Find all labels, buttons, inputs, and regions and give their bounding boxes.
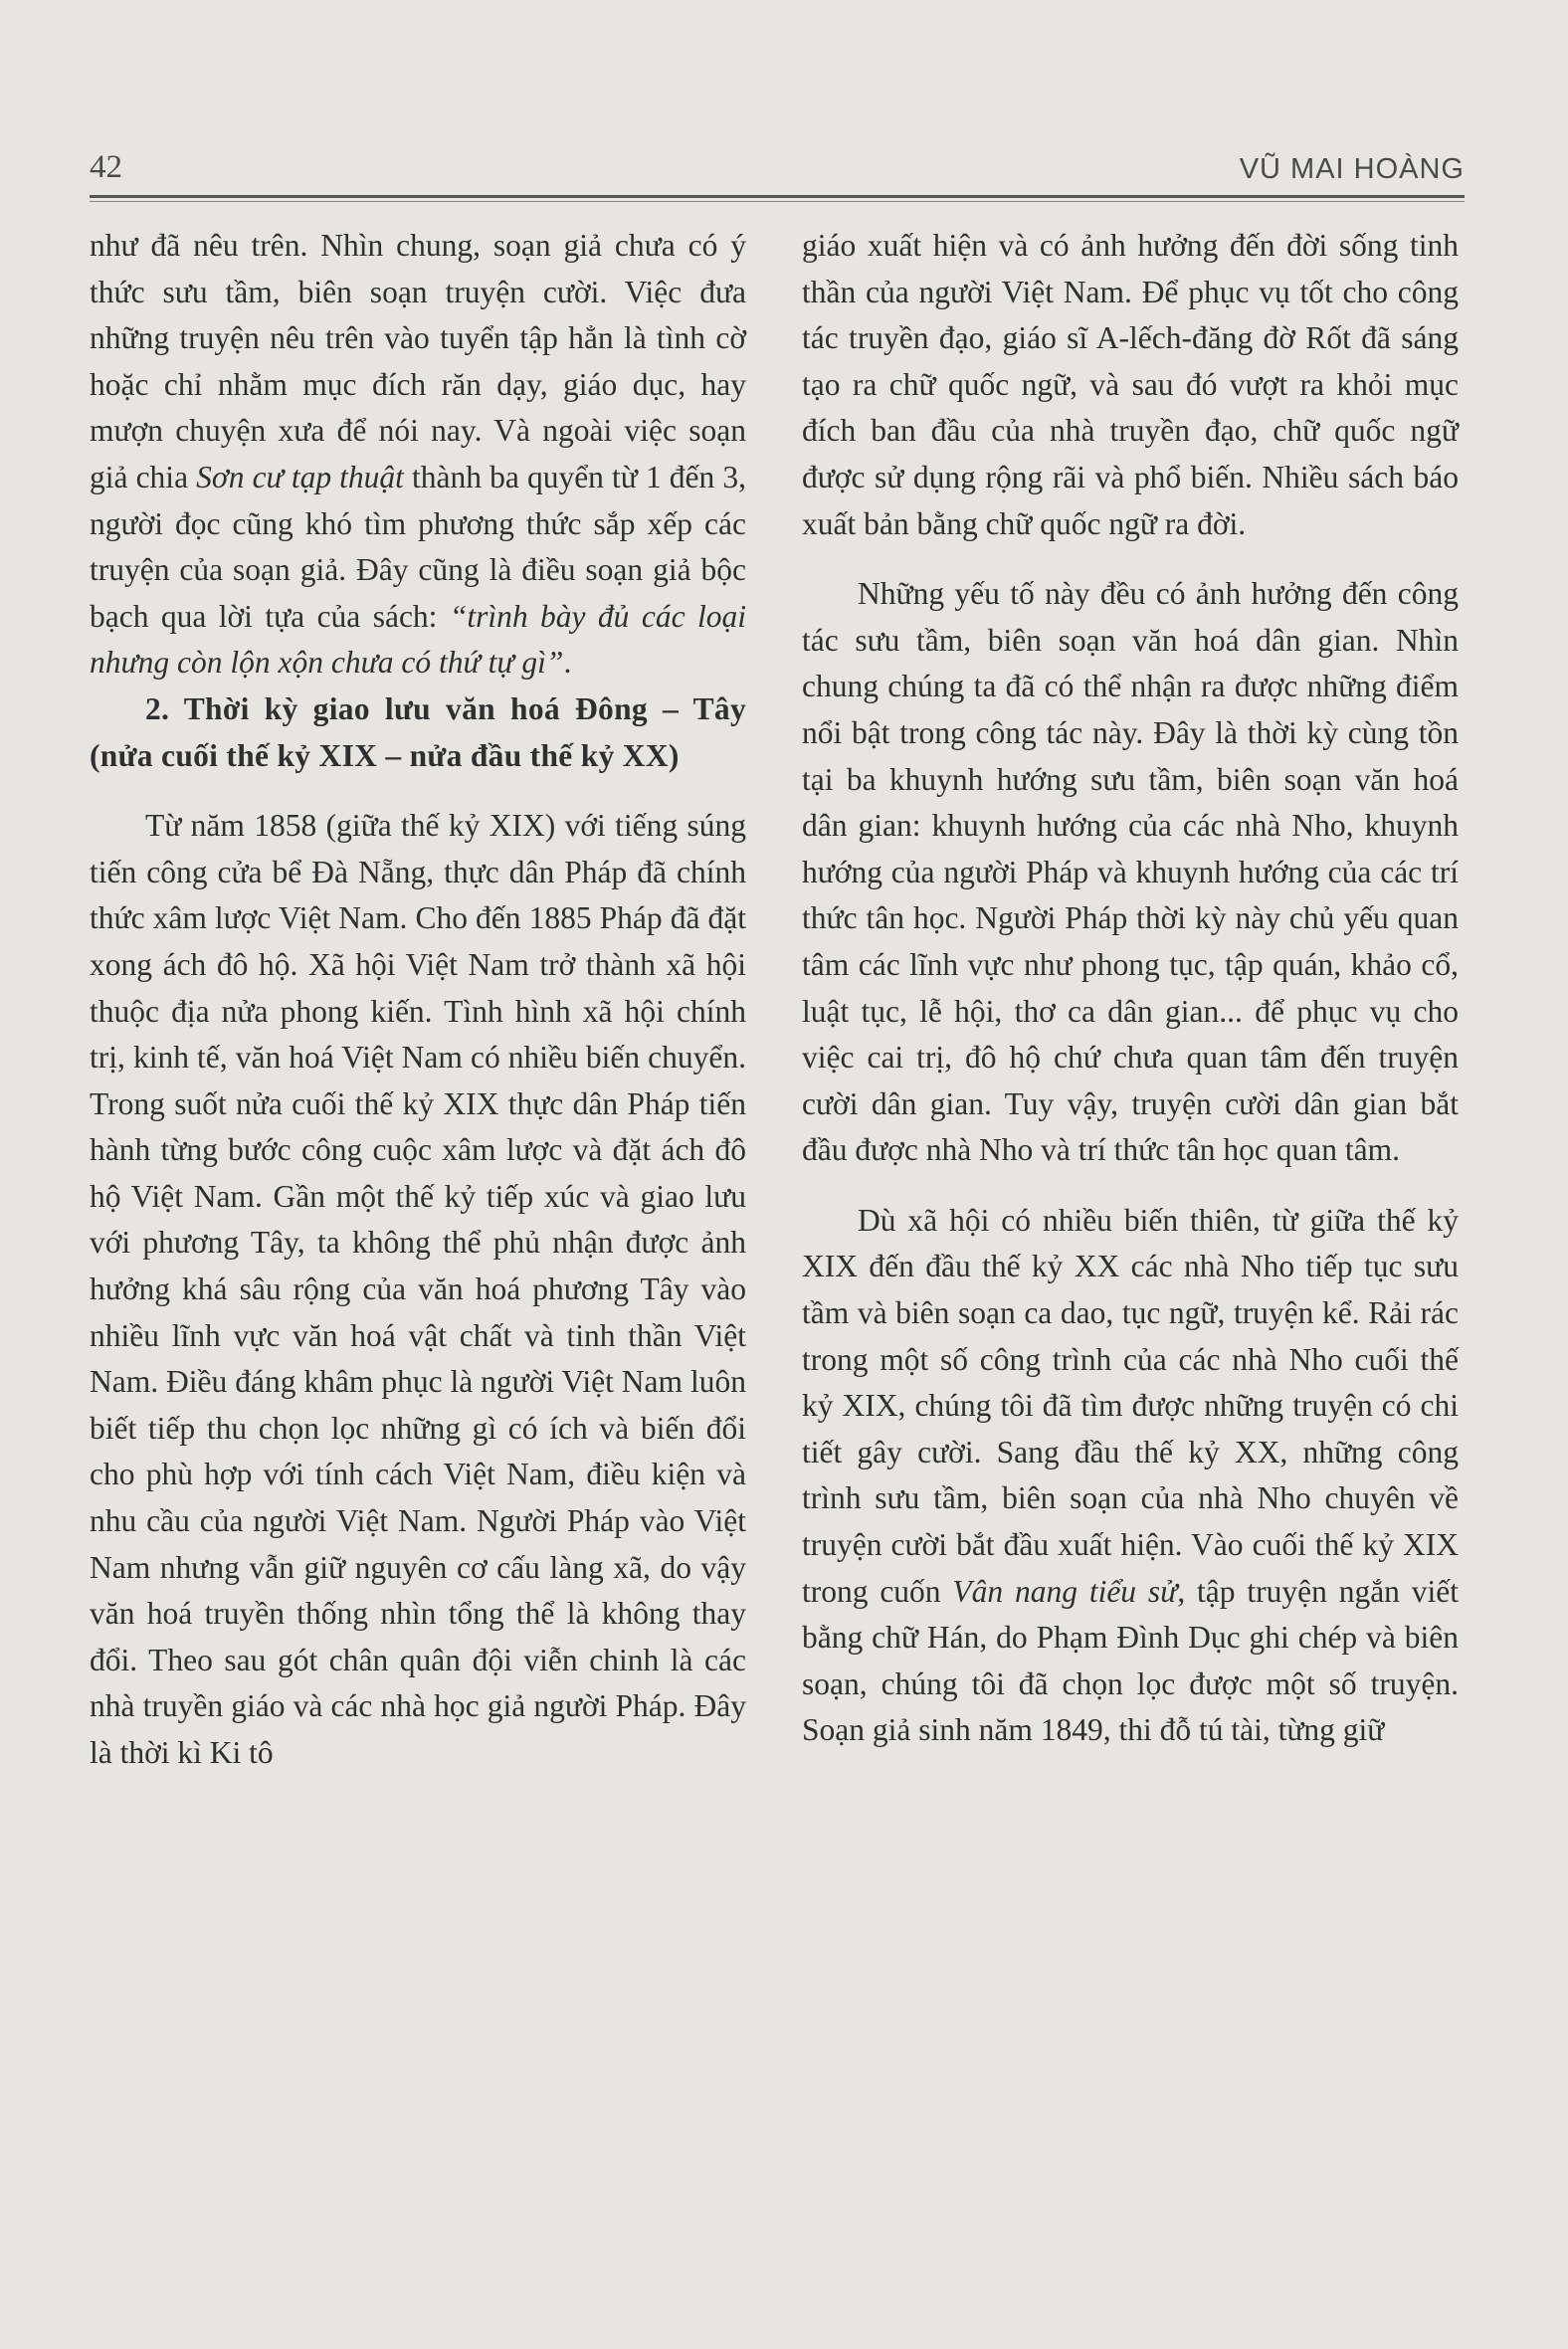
paragraph-text: Dù xã hội có nhiều biến thiên, từ giữa thế kỷ XIX đến đầu thế kỷ XX các nhà Nho tiếp tục sưu tầm và biên soạn ca dao, tục ngữ, truyện kể. Rải rác trong một số công trình của các nhà Nho cuối thế kỷ XIX, chúng tôi đã tìm được những truyện có chi tiết gây cười. Sang đầu thế kỷ XX, những công trình sưu tầm, biên soạn của nhà Nho chuyên về truyện cười bắt đầu xuất hiện. Vào cuối thế kỷ XIX trong cuốn bbox=[802, 1202, 1459, 1609]
paragraph-text: thành ba quyển từ 1 đến 3, người đọc cũng khó tìm phương thức sắp xếp các truyện của soạn giả. Đây cũng là điều soạn giả bộc bạch qua lời tựa của sách: bbox=[90, 459, 746, 634]
paragraph: Những yếu tố này đều có ảnh hưởng đến công tác sưu tầm, biên soạn văn hoá dân gian. Nhìn chung chúng ta đã có thể nhận ra được những điểm nổi bật trong công tác này. Đây là thời kỳ cùng tồn tại ba khuynh hướng sưu tầm, biên soạn văn hoá dân gian: khuynh hướng của các nhà Nho, khuynh hướng của người Pháp và khuynh hướng của các trí thức tân học. Người Pháp thời kỳ này chủ yếu quan tâm các lĩnh vực như phong tục, tập quán, khảo cổ, luật tục, lễ hội, thơ ca dân gian... để phục vụ cho việc cai trị, đô hộ chứ chưa quan tâm đến truyện cười dân gian. Tuy vậy, truyện cười dân gian bắt đầu được nhà Nho và trí thức tân học quan tâm. bbox=[802, 576, 1459, 1168]
left-column bbox=[90, 223, 746, 1777]
page-number: 42 bbox=[90, 149, 122, 185]
right-column bbox=[802, 223, 1459, 1754]
paragraph: Từ năm 1858 (giữa thế kỷ XIX) với tiếng súng tiến công cửa bể Đà Nẵng, thực dân Pháp đã chính thức xâm lược Việt Nam. Cho đến 1885 Pháp đã đặt xong ách đô hộ. Xã hội Việt Nam trở thành xã hội thuộc địa nửa phong kiến. Tình hình xã hội chính trị, kinh tế, văn hoá Việt Nam có nhiều biến chuyển. Trong suốt nửa cuối thế kỷ XIX thực dân Pháp tiến hành từng bước công cuộc xâm lược và đặt ách đô hộ Việt Nam. Gần một thế kỷ tiếp xúc và giao lưu với phương Tây, ta không thể phủ nhận được ảnh hưởng khá sâu rộng của văn hoá phương Tây vào nhiều lĩnh vực văn hoá vật chất và tinh thần Việt Nam. Điều đáng khâm phục là người Việt Nam luôn biết tiếp thu chọn lọc những gì có ích và biến đổi cho phù hợp với tính cách Việt Nam, điều kiện và nhu cầu của người Việt Nam. Người Pháp vào Việt Nam nhưng vẫn giữ nguyên cơ cấu làng xã, do vậy văn hoá truyền thống nhìn tổng thể là không thay đổi. Theo sau gót chân quân đội viễn chinh là các nhà truyền giáo và các nhà học giả người Pháp. Đây là thời kì Ki tô bbox=[90, 808, 746, 1770]
quotation: “trình bày đủ các loại nhưng còn lộn xộn chưa có thứ tự gì” bbox=[90, 598, 746, 681]
paragraph: giáo xuất hiện và có ảnh hưởng đến đời sống tinh thần của người Việt Nam. Để phục vụ tốt cho công tác truyền đạo, giáo sĩ A-lếch-đăng đờ Rốt đã sáng tạo ra chữ quốc ngữ, và sau đó vượt ra khỏi mục đích ban đầu của nhà truyền đạo, chữ quốc ngữ được sử dụng rộng rãi và phổ biến. Nhiều sách báo xuất bản bằng chữ quốc ngữ ra đời. bbox=[802, 228, 1459, 541]
book-title: Vân nang tiểu sử bbox=[952, 1573, 1178, 1609]
paragraph bbox=[802, 1198, 1459, 1754]
section-heading: 2. Thời kỳ giao lưu văn hoá Đông – Tây (nửa cuối thế kỷ XIX – nửa đầu thế kỷ XX) bbox=[90, 690, 746, 773]
page-header bbox=[90, 149, 1465, 193]
paragraph-text: . bbox=[563, 645, 572, 681]
header-rule bbox=[90, 195, 1465, 198]
header-rule-thin bbox=[90, 201, 1465, 202]
book-title: Sơn cư tạp thuật bbox=[196, 459, 404, 494]
paragraph-text: , tập truyện ngắn viết bằng chữ Hán, do Phạm Đình Dục ghi chép và biên soạn, chúng tôi đã chọn lọc được một số truyện. Soạn giả sinh năm 1849, thi đỗ tú tài, từng giữ bbox=[802, 1573, 1459, 1748]
paragraph-text: như đã nêu trên. Nhìn chung, soạn giả chưa có ý thức sưu tầm, biên soạn truyện cười. Việc đưa những truyện nêu trên vào tuyển tập hẳn là tình cờ hoặc chỉ nhằm mục đích răn dạy, giáo dục, hay mượn chuyện xưa để nói nay. Và ngoài việc soạn giả chia bbox=[90, 228, 746, 494]
paragraph bbox=[90, 223, 746, 686]
running-head-author: VŨ MAI HOÀNG bbox=[1239, 153, 1465, 185]
